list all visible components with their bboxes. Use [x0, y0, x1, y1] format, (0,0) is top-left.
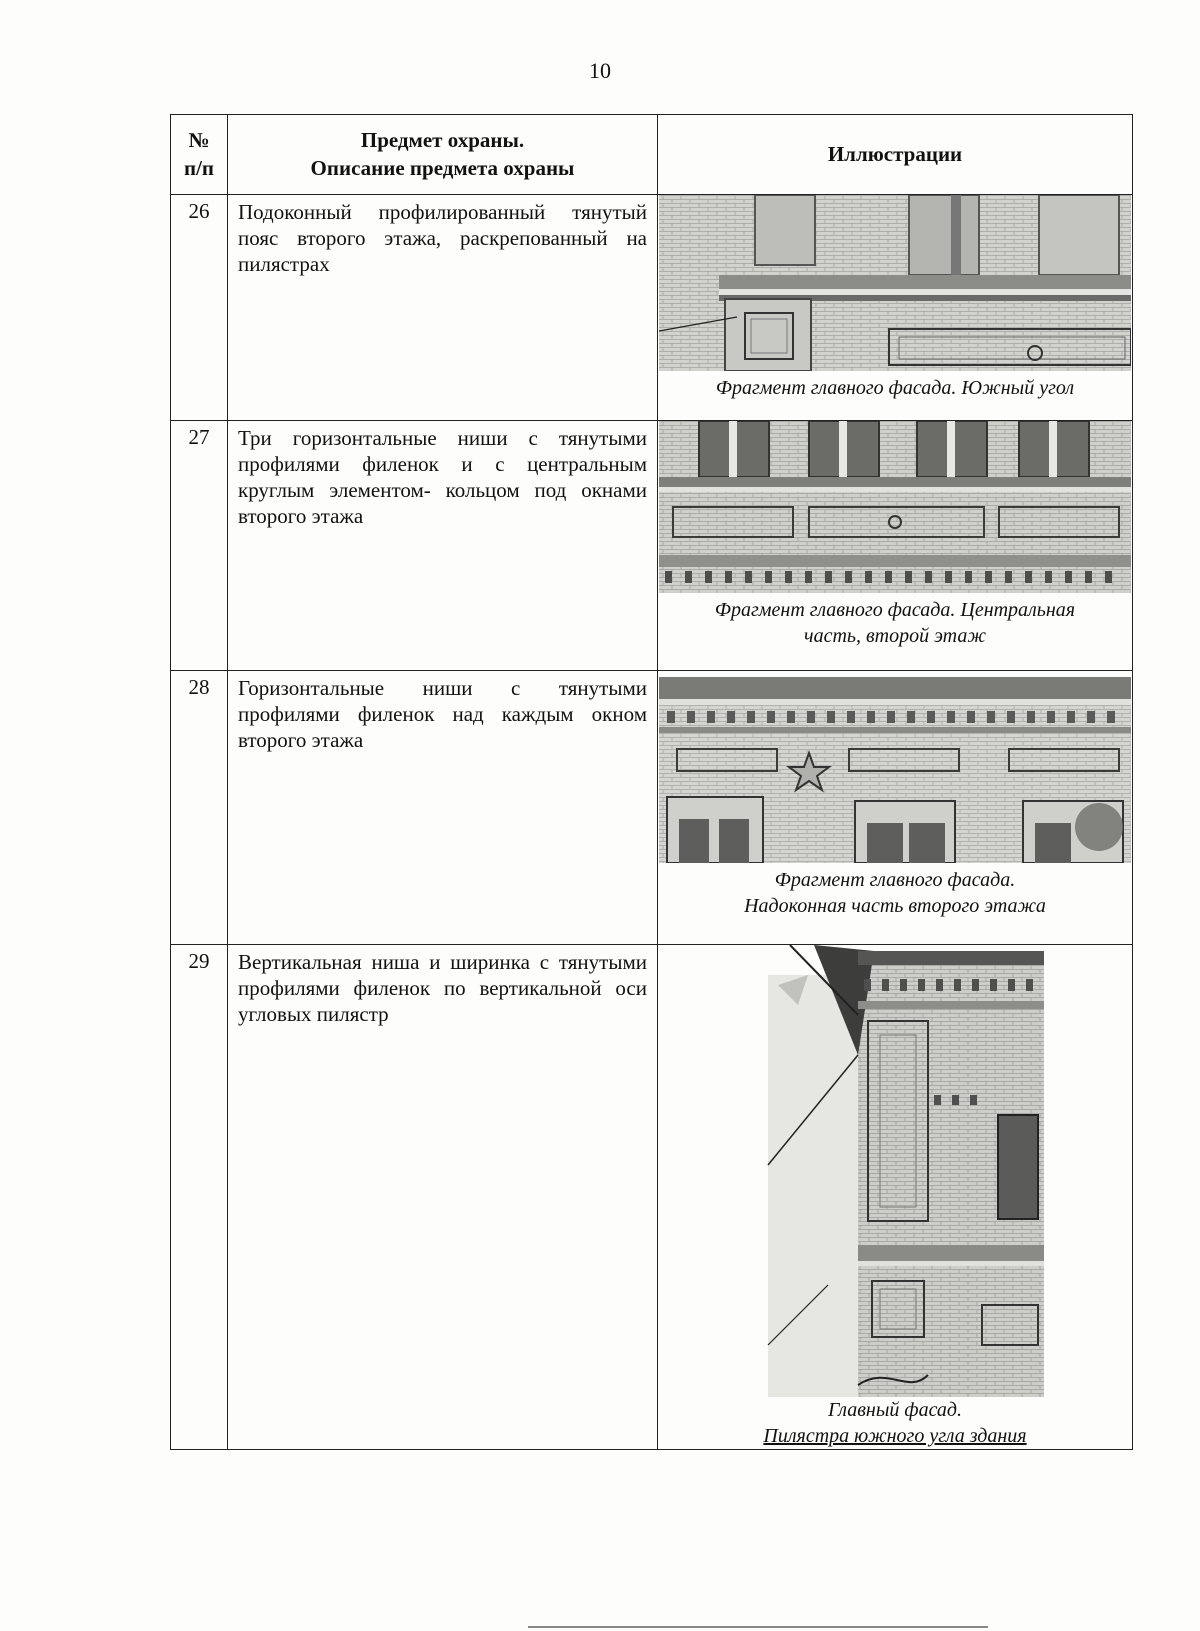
row-number: 28	[171, 671, 228, 945]
bottom-rule	[528, 1626, 988, 1628]
header-num	[171, 115, 228, 195]
caption-line: Пилястра южного угла здания	[763, 1425, 1027, 1447]
row-illustration	[658, 195, 1133, 421]
header-subject-line2: Описание предмета охраны	[310, 155, 575, 180]
table-row	[171, 195, 1133, 421]
facade-photo-central-part	[659, 421, 1131, 593]
header-num-line2: п/п	[183, 155, 215, 180]
row-illustration	[658, 671, 1133, 945]
table-row	[171, 671, 1133, 945]
row-number: 29	[171, 945, 228, 1450]
header-illustrations: Иллюстрации	[658, 115, 1133, 195]
caption-line: часть, второй этаж	[804, 625, 986, 647]
row-illustration	[658, 421, 1133, 671]
illustration-caption	[658, 371, 1132, 401]
facade-photo-south-pilaster	[658, 945, 1138, 1397]
caption-line: Надоконная часть второго этажа	[744, 895, 1046, 917]
caption-line: Фрагмент главного фасада. Центральная	[714, 599, 1076, 621]
caption-line: Фрагмент главного фасада. Южный угол	[715, 377, 1075, 399]
header-num-line1: №	[188, 128, 210, 153]
caption-line: Главный фасад.	[827, 1399, 963, 1421]
heritage-table	[170, 114, 1133, 1450]
table-header-row	[171, 115, 1133, 195]
row-description: Горизонтальные ниши с тянутыми профилями филенок над каждым окном второго этажа	[228, 671, 658, 945]
row-number: 27	[171, 421, 228, 671]
caption-line: Фрагмент главного фасада.	[774, 869, 1016, 891]
row-number: 26	[171, 195, 228, 421]
illustration-caption	[658, 593, 1132, 649]
row-description: Подоконный профилированный тянутый пояс второго этажа, раскрепованный на пилястрах	[228, 195, 658, 421]
facade-photo-south-corner	[659, 195, 1131, 371]
table-row	[171, 421, 1133, 671]
row-description: Вертикальная ниша и ширинка с тянутыми профилями филенок по вертикальной оси угловых пилястр	[228, 945, 658, 1450]
table-row	[171, 945, 1133, 1450]
header-subject	[228, 115, 658, 195]
header-subject-line1: Предмет охраны.	[360, 128, 525, 153]
facade-photo-above-window	[659, 677, 1131, 863]
illustration-caption	[658, 863, 1132, 919]
row-illustration	[658, 945, 1133, 1450]
page-number: 10	[589, 58, 611, 83]
row-description: Три горизонтальные ниши с тянутыми профилями филенок и с центральным круглым элементом- кольцом под окнами второго этажа	[228, 421, 658, 671]
illustration-caption	[658, 1397, 1132, 1449]
